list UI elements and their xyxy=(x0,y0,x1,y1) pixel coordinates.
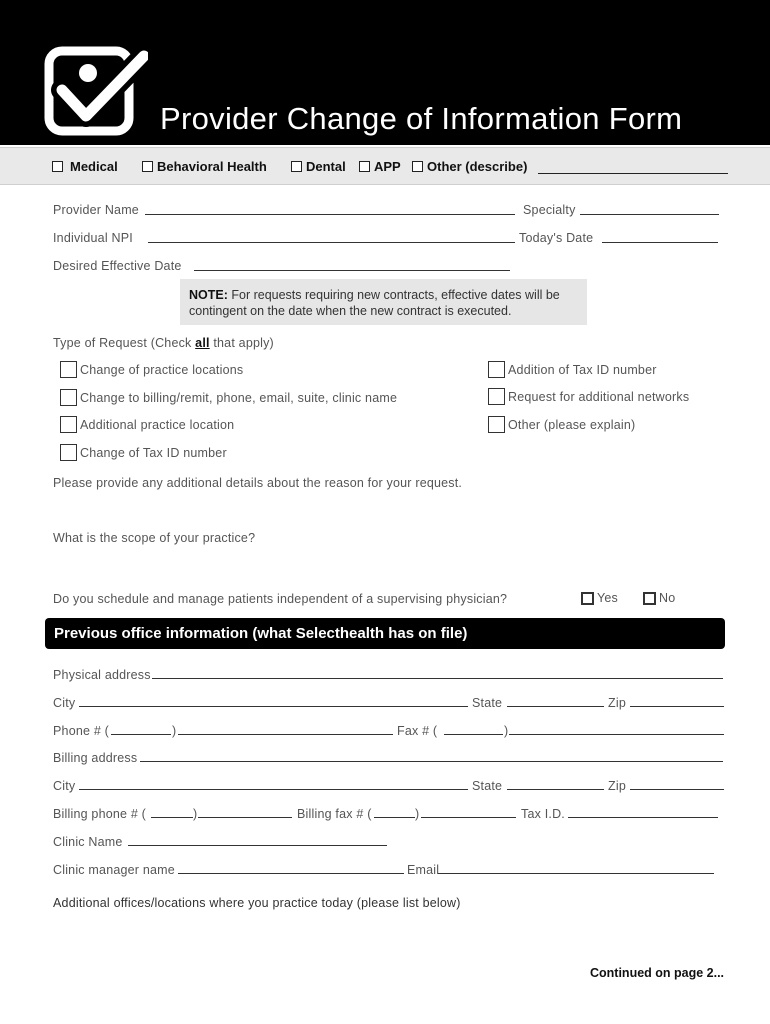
checkmark-person-logo xyxy=(44,46,148,136)
checkbox-icon[interactable] xyxy=(52,161,63,172)
billing-city-field[interactable] xyxy=(79,789,468,790)
checkbox-behavioral-health[interactable] xyxy=(142,159,267,174)
npi-label: Individual NPI xyxy=(53,231,133,245)
zip-field[interactable] xyxy=(630,706,724,707)
form-header xyxy=(0,0,770,145)
checkbox-icon[interactable] xyxy=(142,161,153,172)
billing-address-label: Billing address xyxy=(53,751,138,765)
billing-fax-area-field[interactable] xyxy=(374,817,415,818)
checkbox-additional-location[interactable]: Additional practice location xyxy=(60,416,234,433)
physical-address-label: Physical address xyxy=(53,668,151,682)
checkbox-no[interactable]: No xyxy=(643,591,675,605)
fax-close-paren: ) xyxy=(504,724,509,738)
checkbox-icon[interactable] xyxy=(488,388,505,405)
checkbox-icon[interactable] xyxy=(60,416,77,433)
checkbox-label: Other (describe) xyxy=(427,159,528,174)
checkbox-icon[interactable] xyxy=(60,444,77,461)
checkbox-dental[interactable] xyxy=(291,159,346,174)
note-text: For requests requiring new contracts, effective dates will be contingent on the date when the new contract is executed. xyxy=(189,288,560,318)
state-label: State xyxy=(472,696,503,710)
effective-date-label: Desired Effective Date xyxy=(53,259,182,273)
checkbox-icon[interactable] xyxy=(60,389,77,406)
note-box xyxy=(180,279,587,325)
provider-name-label: Provider Name xyxy=(53,203,139,217)
email-label: Email xyxy=(407,863,440,877)
checkbox-change-practice-locations[interactable]: Change of practice locations xyxy=(60,361,243,378)
billing-state-field[interactable] xyxy=(507,789,604,790)
checkbox-icon[interactable] xyxy=(412,161,423,172)
checkbox-icon[interactable] xyxy=(291,161,302,172)
additional-offices-label: Additional offices/locations where you practice today (please list below) xyxy=(53,896,461,910)
other-describe-field[interactable] xyxy=(538,173,728,174)
phone-area-field[interactable] xyxy=(111,734,171,735)
billing-fax-label: Billing fax # ( xyxy=(297,807,372,821)
effective-date-field[interactable] xyxy=(194,270,510,271)
email-field[interactable] xyxy=(438,873,714,874)
checkbox-change-billing[interactable]: Change to billing/remit, phone, email, suite, clinic name xyxy=(60,389,397,406)
specialty-label: Specialty xyxy=(523,203,576,217)
todays-date-label: Today's Date xyxy=(519,231,594,245)
fax-label: Fax # ( xyxy=(397,724,438,738)
checkbox-label: Dental xyxy=(306,159,346,174)
fax-number-field[interactable] xyxy=(509,734,724,735)
billing-state-label: State xyxy=(472,779,503,793)
tax-id-label: Tax I.D. xyxy=(521,807,565,821)
checkbox-icon[interactable] xyxy=(60,361,77,378)
phone-number-field[interactable] xyxy=(178,734,393,735)
continued-note: Continued on page 2... xyxy=(590,966,725,980)
previous-office-heading: Previous office information (what Selecthealth has on file) xyxy=(45,618,725,649)
independent-question: Do you schedule and manage patients independent of a supervising physician? xyxy=(53,592,508,606)
note-prefix: NOTE: xyxy=(189,288,228,302)
billing-fax-number-field[interactable] xyxy=(421,817,516,818)
checkbox-medical[interactable] xyxy=(52,159,118,174)
provider-name-field[interactable] xyxy=(145,214,515,215)
billing-zip-label: Zip xyxy=(608,779,626,793)
checkbox-other[interactable] xyxy=(412,159,527,174)
checkbox-addition-tax-id[interactable]: Addition of Tax ID number xyxy=(488,361,657,378)
checkbox-change-tax-id[interactable]: Change of Tax ID number xyxy=(60,444,227,461)
billing-phone-number-field[interactable] xyxy=(198,817,292,818)
checkbox-icon[interactable] xyxy=(488,361,505,378)
clinic-name-label: Clinic Name xyxy=(53,835,123,849)
checkbox-other-explain[interactable]: Other (please explain) xyxy=(488,416,635,433)
tax-id-field[interactable] xyxy=(568,817,718,818)
billing-city-label: City xyxy=(53,779,76,793)
clinic-manager-label: Clinic manager name xyxy=(53,863,175,877)
zip-label: Zip xyxy=(608,696,626,710)
request-type-label: Type of Request (Check all that apply) xyxy=(53,336,274,350)
billing-fax-close-paren: ) xyxy=(415,807,420,821)
details-question: Please provide any additional details about the reason for your request. xyxy=(53,476,463,490)
checkbox-label: Medical xyxy=(70,159,118,174)
billing-zip-field[interactable] xyxy=(630,789,724,790)
billing-phone-close-paren: ) xyxy=(193,807,198,821)
npi-field[interactable] xyxy=(148,242,515,243)
scope-question: What is the scope of your practice? xyxy=(53,531,256,545)
checkbox-additional-networks[interactable]: Request for additional networks xyxy=(488,388,689,405)
billing-address-field[interactable] xyxy=(140,761,723,762)
city-label: City xyxy=(53,696,76,710)
checkbox-app[interactable] xyxy=(359,159,401,174)
checkbox-icon[interactable] xyxy=(643,592,656,605)
todays-date-field[interactable] xyxy=(602,242,718,243)
phone-label: Phone # ( xyxy=(53,724,110,738)
checkbox-icon[interactable] xyxy=(359,161,370,172)
billing-phone-area-field[interactable] xyxy=(151,817,193,818)
clinic-manager-field[interactable] xyxy=(178,873,404,874)
checkbox-yes[interactable]: Yes xyxy=(581,591,618,605)
physical-address-field[interactable] xyxy=(152,678,723,679)
specialty-field[interactable] xyxy=(580,214,719,215)
billing-phone-label: Billing phone # ( xyxy=(53,807,147,821)
state-field[interactable] xyxy=(507,706,604,707)
phone-close-paren: ) xyxy=(172,724,177,738)
fax-area-field[interactable] xyxy=(444,734,503,735)
checkbox-icon[interactable] xyxy=(488,416,505,433)
form-title: Provider Change of Information Form xyxy=(160,101,683,136)
clinic-name-field[interactable] xyxy=(128,845,387,846)
checkbox-label: APP xyxy=(374,159,401,174)
checkbox-icon[interactable] xyxy=(581,592,594,605)
city-field[interactable] xyxy=(79,706,468,707)
checkbox-label: Behavioral Health xyxy=(157,159,267,174)
